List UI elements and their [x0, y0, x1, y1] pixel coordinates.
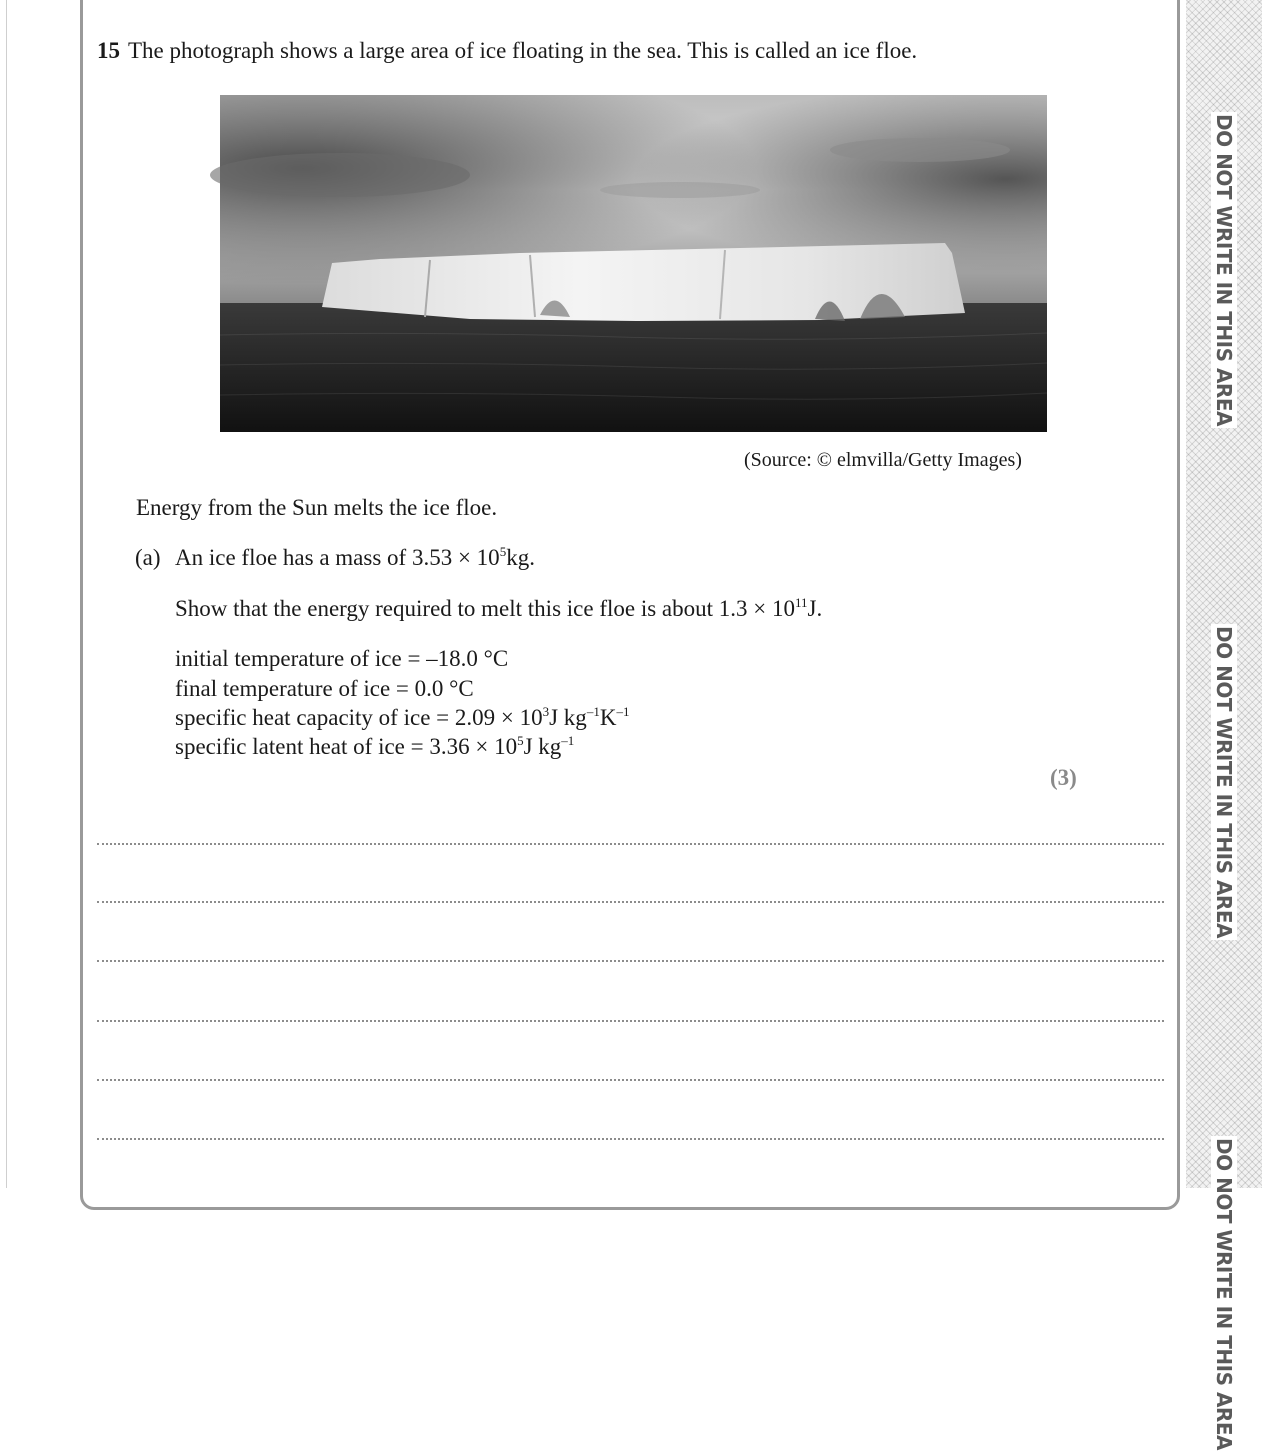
question-intro: The photograph shows a large area of ice floating in the sea. This is called an ice floe. — [128, 38, 918, 63]
answer-line[interactable] — [97, 901, 1164, 903]
answer-line[interactable] — [97, 1079, 1164, 1081]
answer-line[interactable] — [97, 1020, 1164, 1022]
margin-warning-label: DO NOT WRITE IN THIS AREA — [1212, 1138, 1236, 1450]
show-text: Show that the energy required to melt this ice floe is about 1.3 × 10 — [175, 596, 796, 621]
part-a-label: (a) — [135, 545, 161, 570]
specific-latent-heat — [175, 733, 574, 761]
lh-unit: J kg — [523, 734, 562, 759]
mass-exponent: 5 — [499, 544, 507, 559]
answer-line[interactable] — [97, 843, 1164, 845]
shc-unit-2: K — [599, 705, 617, 730]
shc-exponent: 3 — [542, 704, 550, 719]
margin-warning-label: DO NOT WRITE IN THIS AREA — [1212, 626, 1236, 938]
part-a-mass — [175, 544, 535, 572]
mass-unit: kg. — [506, 545, 535, 570]
show-exponent: 11 — [795, 595, 808, 610]
show-that-text — [175, 595, 822, 623]
answer-line[interactable] — [97, 1138, 1164, 1140]
margin-warning-label: DO NOT WRITE IN THIS AREA — [1212, 114, 1236, 426]
lh-unit-exponent: –1 — [561, 733, 575, 748]
question-number: 15 — [97, 38, 120, 63]
mass-text: An ice floe has a mass of 3.53 × 10 — [175, 545, 500, 570]
context-text: Energy from the Sun melts the ice floe. — [136, 495, 498, 520]
shc-unit-1: J kg — [549, 705, 587, 730]
do-not-write-margin — [1186, 0, 1262, 1450]
shc-unit-exponent-2: –1 — [616, 704, 630, 719]
shc-unit-exponent-1: –1 — [586, 704, 600, 719]
page-left-rule — [6, 0, 7, 1188]
lh-text: specific latent heat of ice = 3.36 × 10 — [175, 734, 518, 759]
photo-source: (Source: © elmvilla/Getty Images) — [744, 449, 1022, 471]
marks-indicator: (3) — [1050, 765, 1077, 790]
show-unit: J. — [807, 596, 823, 621]
question-stem — [97, 37, 917, 65]
lh-exponent: 5 — [517, 733, 524, 748]
final-temperature: final temperature of ice = 0.0 °C — [175, 676, 474, 701]
answer-line[interactable] — [97, 960, 1164, 962]
specific-heat-capacity — [175, 704, 629, 732]
iceberg-photo — [220, 95, 1047, 432]
initial-temperature: initial temperature of ice = –18.0 °C — [175, 646, 509, 671]
shc-text: specific heat capacity of ice = 2.09 × 10 — [175, 705, 543, 730]
